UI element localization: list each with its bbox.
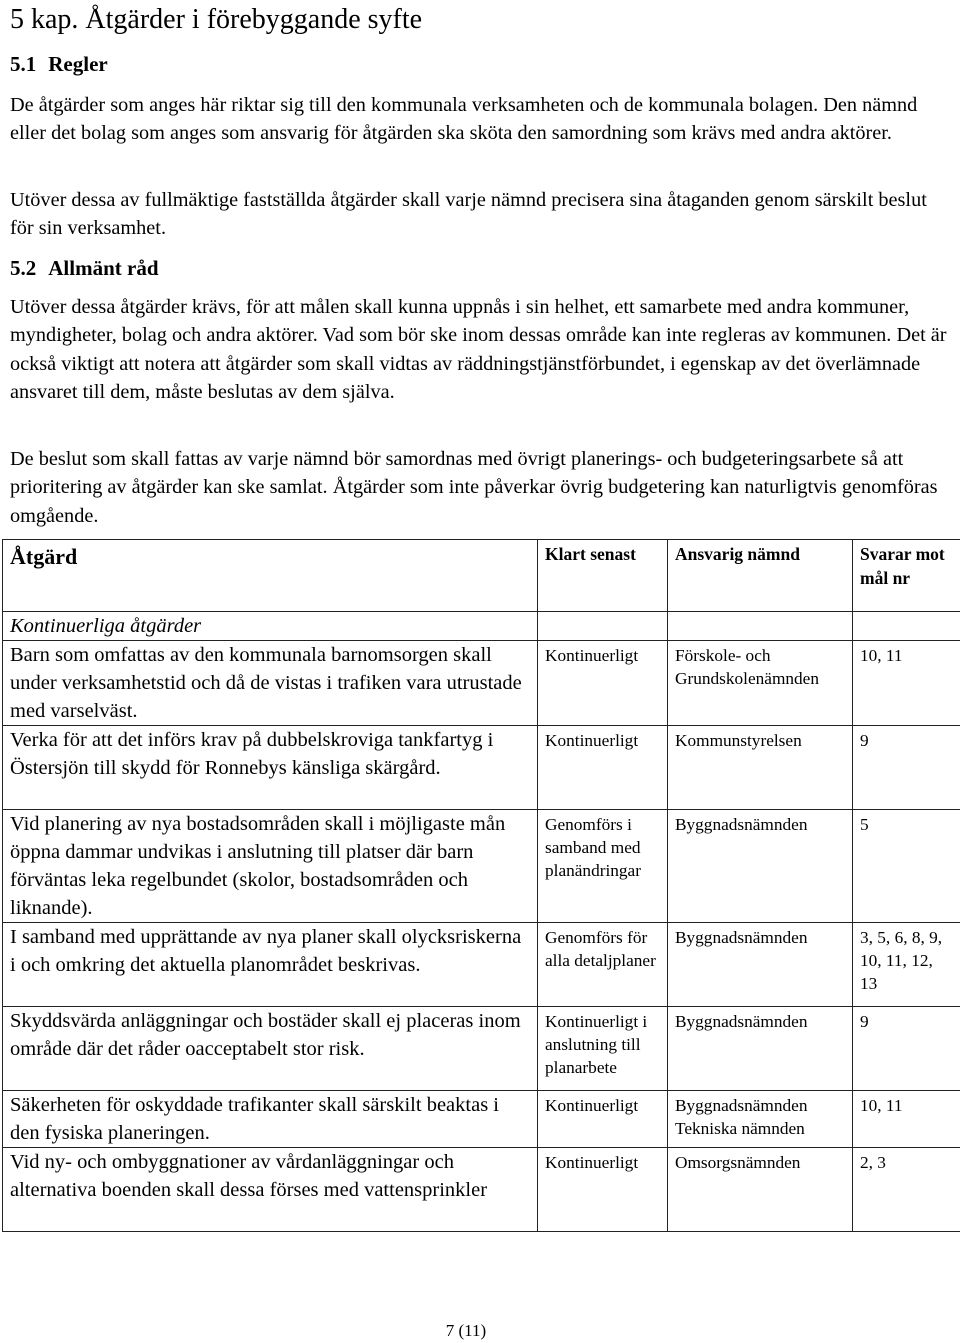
action-cell: Säkerheten för oskyddade trafikanter skall särskilt beaktas i den fysiska planeringen. [3,1091,538,1148]
section-number: 5.2 [10,256,37,280]
deadline-cell: Genomförs för alla detaljplaner [538,923,668,1007]
responsible-cell: Omsorgsnämnden [668,1148,853,1232]
table-row [3,641,960,726]
header-responsible: Ansvarig nämnd [668,540,853,612]
action-cell: Verka för att det införs krav på dubbelskroviga tankfartyg i Östersjön till skydd för Ronnebys känsliga skärgård. [3,726,538,810]
paragraph: Utöver dessa åtgärder krävs, för att målen skall kunna uppnås i sin helhet, ett samarbete med andra kommuner, myndigheter, bolag och andra aktörer. Vad som bör ske inom dessas område kan inte regleras av kommunen. Det är också viktigt att notera att åtgärder som skall vidtas av räddningstjänstförbundet, i egenskap av det överlämnade ansvaret till dem, måste beslutas av dem själva. [10,296,947,403]
paragraph: De åtgärder som anges här riktar sig till den kommunala verksamheten och de kommunala bolagen. Den nämnd eller det bolag som anges som ansvarig för åtgärden ska sköta den samordning som krävs med andra aktörer. [10,94,918,145]
table-category-row [3,612,960,641]
header-goal: Svarar mot mål nr [853,540,960,612]
category-label: Kontinuerliga åtgärder [3,612,538,641]
responsible-cell: Byggnadsnämnden Tekniska nämnden [668,1091,853,1148]
goal-cell: 3, 5, 6, 8, 9, 10, 11, 12, 13 [853,923,960,1007]
table-row [3,1007,960,1091]
page-number: 7 (11) [445,1321,487,1340]
goal-cell: 5 [853,810,960,923]
deadline-cell: Kontinuerligt [538,726,668,810]
responsible-cell: Byggnadsnämnden [668,923,853,1007]
header-deadline: Klart senast [538,540,668,612]
responsible-cell: Kommunstyrelsen [668,726,853,810]
section-title: Regler [48,52,108,76]
deadline-cell: Kontinuerligt [538,1148,668,1232]
goal-cell: 2, 3 [853,1148,960,1232]
deadline-cell: Kontinuerligt [538,641,668,726]
empty-cell [538,612,668,641]
goal-cell: 10, 11 [853,1091,960,1148]
header-action: Åtgärd [3,540,538,612]
section-title: Allmänt råd [48,256,159,280]
chapter-title: 5 kap. Åtgärder i förebyggande syfte [10,4,423,35]
table-row [3,726,960,810]
responsible-cell: Förskole- och Grundskolenämnden [668,641,853,726]
table-header-row [3,540,960,612]
deadline-cell: Genomförs i samband med planändringar [538,810,668,923]
action-cell: Vid ny- och ombyggnationer av vårdanläggningar och alternativa boenden skall dessa förses med vattensprinkler [3,1148,538,1232]
table-row [3,810,960,923]
action-cell: Vid planering av nya bostadsområden skall i möjligaste mån öppna dammar undvikas i anslutning till platser där barn förväntas leka regelbundet (skolor, bostadsområden och liknande). [3,810,538,923]
responsible-cell: Byggnadsnämnden [668,1007,853,1091]
empty-cell [668,612,853,641]
section-number: 5.1 [10,52,37,76]
section-heading-5-1 [10,50,108,78]
goal-cell: 9 [853,726,960,810]
paragraph: De beslut som skall fattas av varje nämnd bör samordnas med övrigt planerings- och budgeteringsarbete så att prioritering av åtgärder kan ske samlat. Åtgärder som inte påverkar övrig budgetering kan naturligtvis genomföras omgående. [10,448,938,527]
table-row [3,1091,960,1148]
action-cell: Skyddsvärda anläggningar och bostäder skall ej placeras inom område där det råder oacceptabelt stor risk. [3,1007,538,1091]
action-cell: Barn som omfattas av den kommunala barnomsorgen skall under verksamhetstid och då de vistas i trafiken vara utrustade med varselväst. [3,641,538,726]
deadline-cell: Kontinuerligt i anslutning till planarbete [538,1007,668,1091]
paragraph: Utöver dessa av fullmäktige fastställda åtgärder skall varje nämnd precisera sina åtaganden genom särskilt beslut för sin verksamhet. [10,189,927,240]
table-row [3,1148,960,1232]
goal-cell: 9 [853,1007,960,1091]
actions-table [2,539,960,1232]
section-heading-5-2 [10,254,159,282]
action-cell: I samband med upprättande av nya planer skall olycksriskerna i och omkring det aktuella planområdet beskrivas. [3,923,538,1007]
table-row [3,923,960,1007]
deadline-cell: Kontinuerligt [538,1091,668,1148]
goal-cell: 10, 11 [853,641,960,726]
responsible-cell: Byggnadsnämnden [668,810,853,923]
empty-cell [853,612,960,641]
